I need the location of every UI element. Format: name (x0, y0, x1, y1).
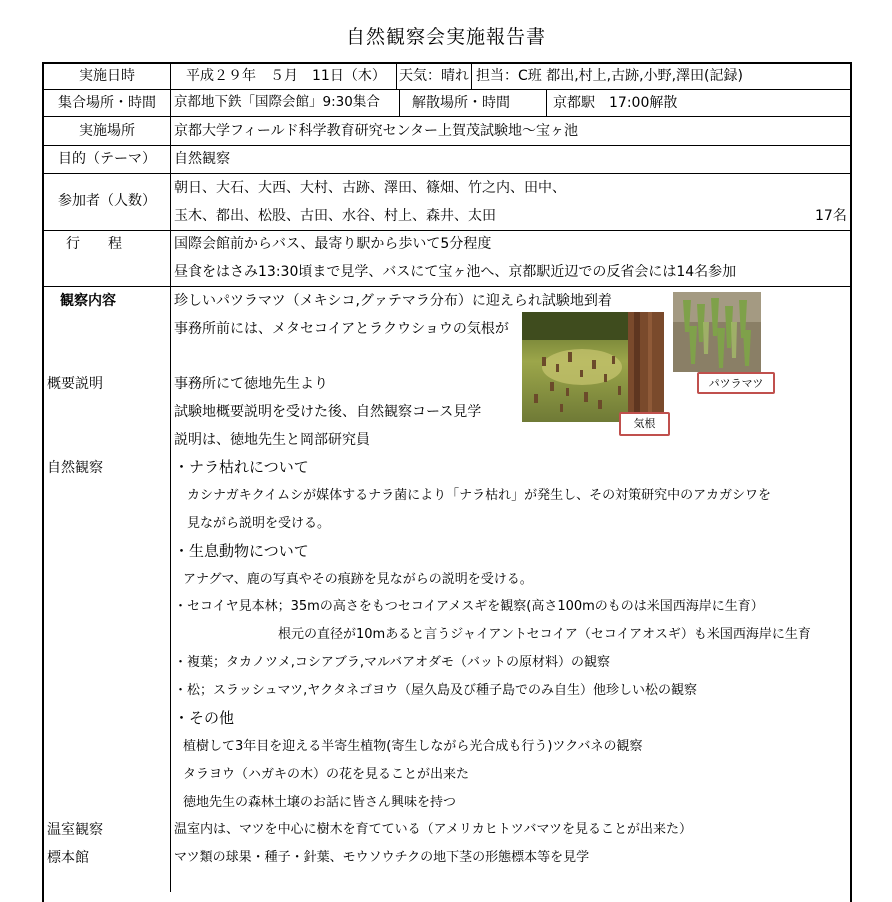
staff: 担当：C班 都出,村上,古跡,小野,澤田(記録) (476, 68, 743, 84)
date-label: 実施日時 (79, 68, 135, 84)
dismiss-value: 京都駅 17:00解散 (553, 95, 678, 111)
other-line-2: タラヨウ（ハガキの木）の花を見ることが出来た (183, 767, 470, 782)
col-divider (546, 89, 547, 116)
col-divider (396, 62, 397, 89)
sequoia-line-1: ・セコイヤ見本林；35mの高さをもつセコイアメスギを観察(高さ100mのものは米国西海岸に生育） (174, 599, 764, 614)
body-line-2: 事務所前には、メタセコイアとラクウショウの気根が (174, 321, 509, 337)
nara-line-1: カシナガキクイムシが媒体するナラ菌により「ナラ枯れ」が発生し、その対策研究中のアカガシワを (187, 488, 771, 503)
row-divider (42, 89, 852, 90)
participants-line-1: 朝日、大石、大西、大村、古跡、澤田、篠畑、竹之内、田中、 (174, 180, 566, 196)
purpose-label: 目的（テーマ） (58, 151, 156, 167)
body-line-1: 珍しいパツラマツ（メキシコ,グァテマラ分布）に迎えられ試験地到着 (174, 293, 612, 309)
row-divider (42, 230, 852, 231)
content-label: 観察内容 (60, 293, 116, 309)
itinerary-line-1: 国際会館前からバス、最寄り駅から歩いて5分程度 (174, 236, 492, 252)
body-line-4: 試験地概要説明を受けた後、自然観察コース見学 (174, 404, 482, 420)
row-divider (42, 145, 852, 146)
row-divider (42, 286, 852, 287)
other-heading: ・その他 (174, 709, 235, 727)
participants-count: 17名 (815, 208, 847, 224)
col-divider (471, 62, 472, 89)
page-title: 自然観察会実施報告書 (345, 26, 546, 48)
itinerary-label: 行 程 (66, 236, 122, 252)
greenhouse-label: 温室観察 (47, 822, 103, 838)
date-value: 平成２９年 ５月 11日（木） (186, 68, 386, 84)
museum-label: 標本館 (47, 850, 89, 866)
itinerary-line-2: 昼食をはさみ13:30頃まで見学、バスにて宝ヶ池へ、京都駅近辺での反省会には14名参加 (174, 264, 737, 280)
other-line-3: 徳地先生の森林土壌のお話に皆さん興味を持つ (183, 795, 457, 810)
nara-line-2: 見ながら説明を受ける。 (187, 516, 331, 531)
other-line-1: 植樹して3年目を迎える半寄生植物(寄生しながら光合成も行う)ツクバネの観察 (183, 739, 643, 754)
purpose-value: 自然観察 (174, 151, 230, 167)
patula-pine-photo (673, 292, 761, 372)
nara-heading: ・ナラ枯れについて (174, 458, 309, 476)
patula-pine-caption: パツラマツ (697, 372, 775, 394)
patula-pine-image (673, 292, 761, 372)
aerial-root-photo (522, 312, 664, 422)
meeting-value: 京都地下鉄「国際会館」9:30集合 (174, 94, 380, 110)
meeting-label: 集合場所・時間 (58, 95, 156, 111)
participants-line-2: 玉木、都出、松股、古田、水谷、村上、森井、太田 (174, 208, 496, 224)
place-value: 京都大学フィールド科学教育研究センター上賀茂試験地～宝ヶ池 (174, 123, 579, 139)
body-line-5: 説明は、徳地先生と岡部研究員 (174, 432, 370, 448)
weather: 天気：晴れ (399, 68, 469, 84)
nature-label: 自然観察 (47, 460, 103, 476)
animals-heading: ・生息動物について (174, 542, 309, 560)
museum-text: マツ類の球果・種子・針葉、モウソウチクの地下茎の形態標本等を見学 (174, 850, 590, 865)
greenhouse-text: 温室内は、マツを中心に樹木を育てている（アメリカヒトツバマツを見ることが出来た） (174, 822, 693, 837)
place-label: 実施場所 (79, 123, 135, 139)
participants-label: 参加者（人数） (58, 193, 156, 209)
body-line-3: 事務所にて徳地先生より (174, 376, 328, 392)
pine-line: ・松；スラッシュマツ,ヤクタネゴヨウ（屋久島及び種子島でのみ自生）他珍しい松の観察 (174, 683, 697, 698)
compound-leaf-line: ・複葉；タカノツメ,コシアブラ,マルバアオダモ（バットの原材料）の観察 (174, 655, 610, 670)
row-divider (42, 173, 852, 174)
aerial-root-image (522, 312, 664, 422)
animals-line-1: アナグマ、鹿の写真やその痕跡を見ながらの説明を受ける。 (183, 572, 533, 587)
row-divider (42, 116, 852, 117)
dismiss-label: 解散場所・時間 (412, 95, 510, 111)
col-divider (170, 62, 171, 892)
aerial-root-caption: 気根 (619, 412, 670, 436)
col-divider (399, 89, 400, 116)
overview-label: 概要説明 (47, 376, 103, 392)
sequoia-line-2: 根元の直径が10mあると言うジャイアントセコイア（セコイアオスギ）も米国西海岸に生育 (278, 627, 811, 642)
